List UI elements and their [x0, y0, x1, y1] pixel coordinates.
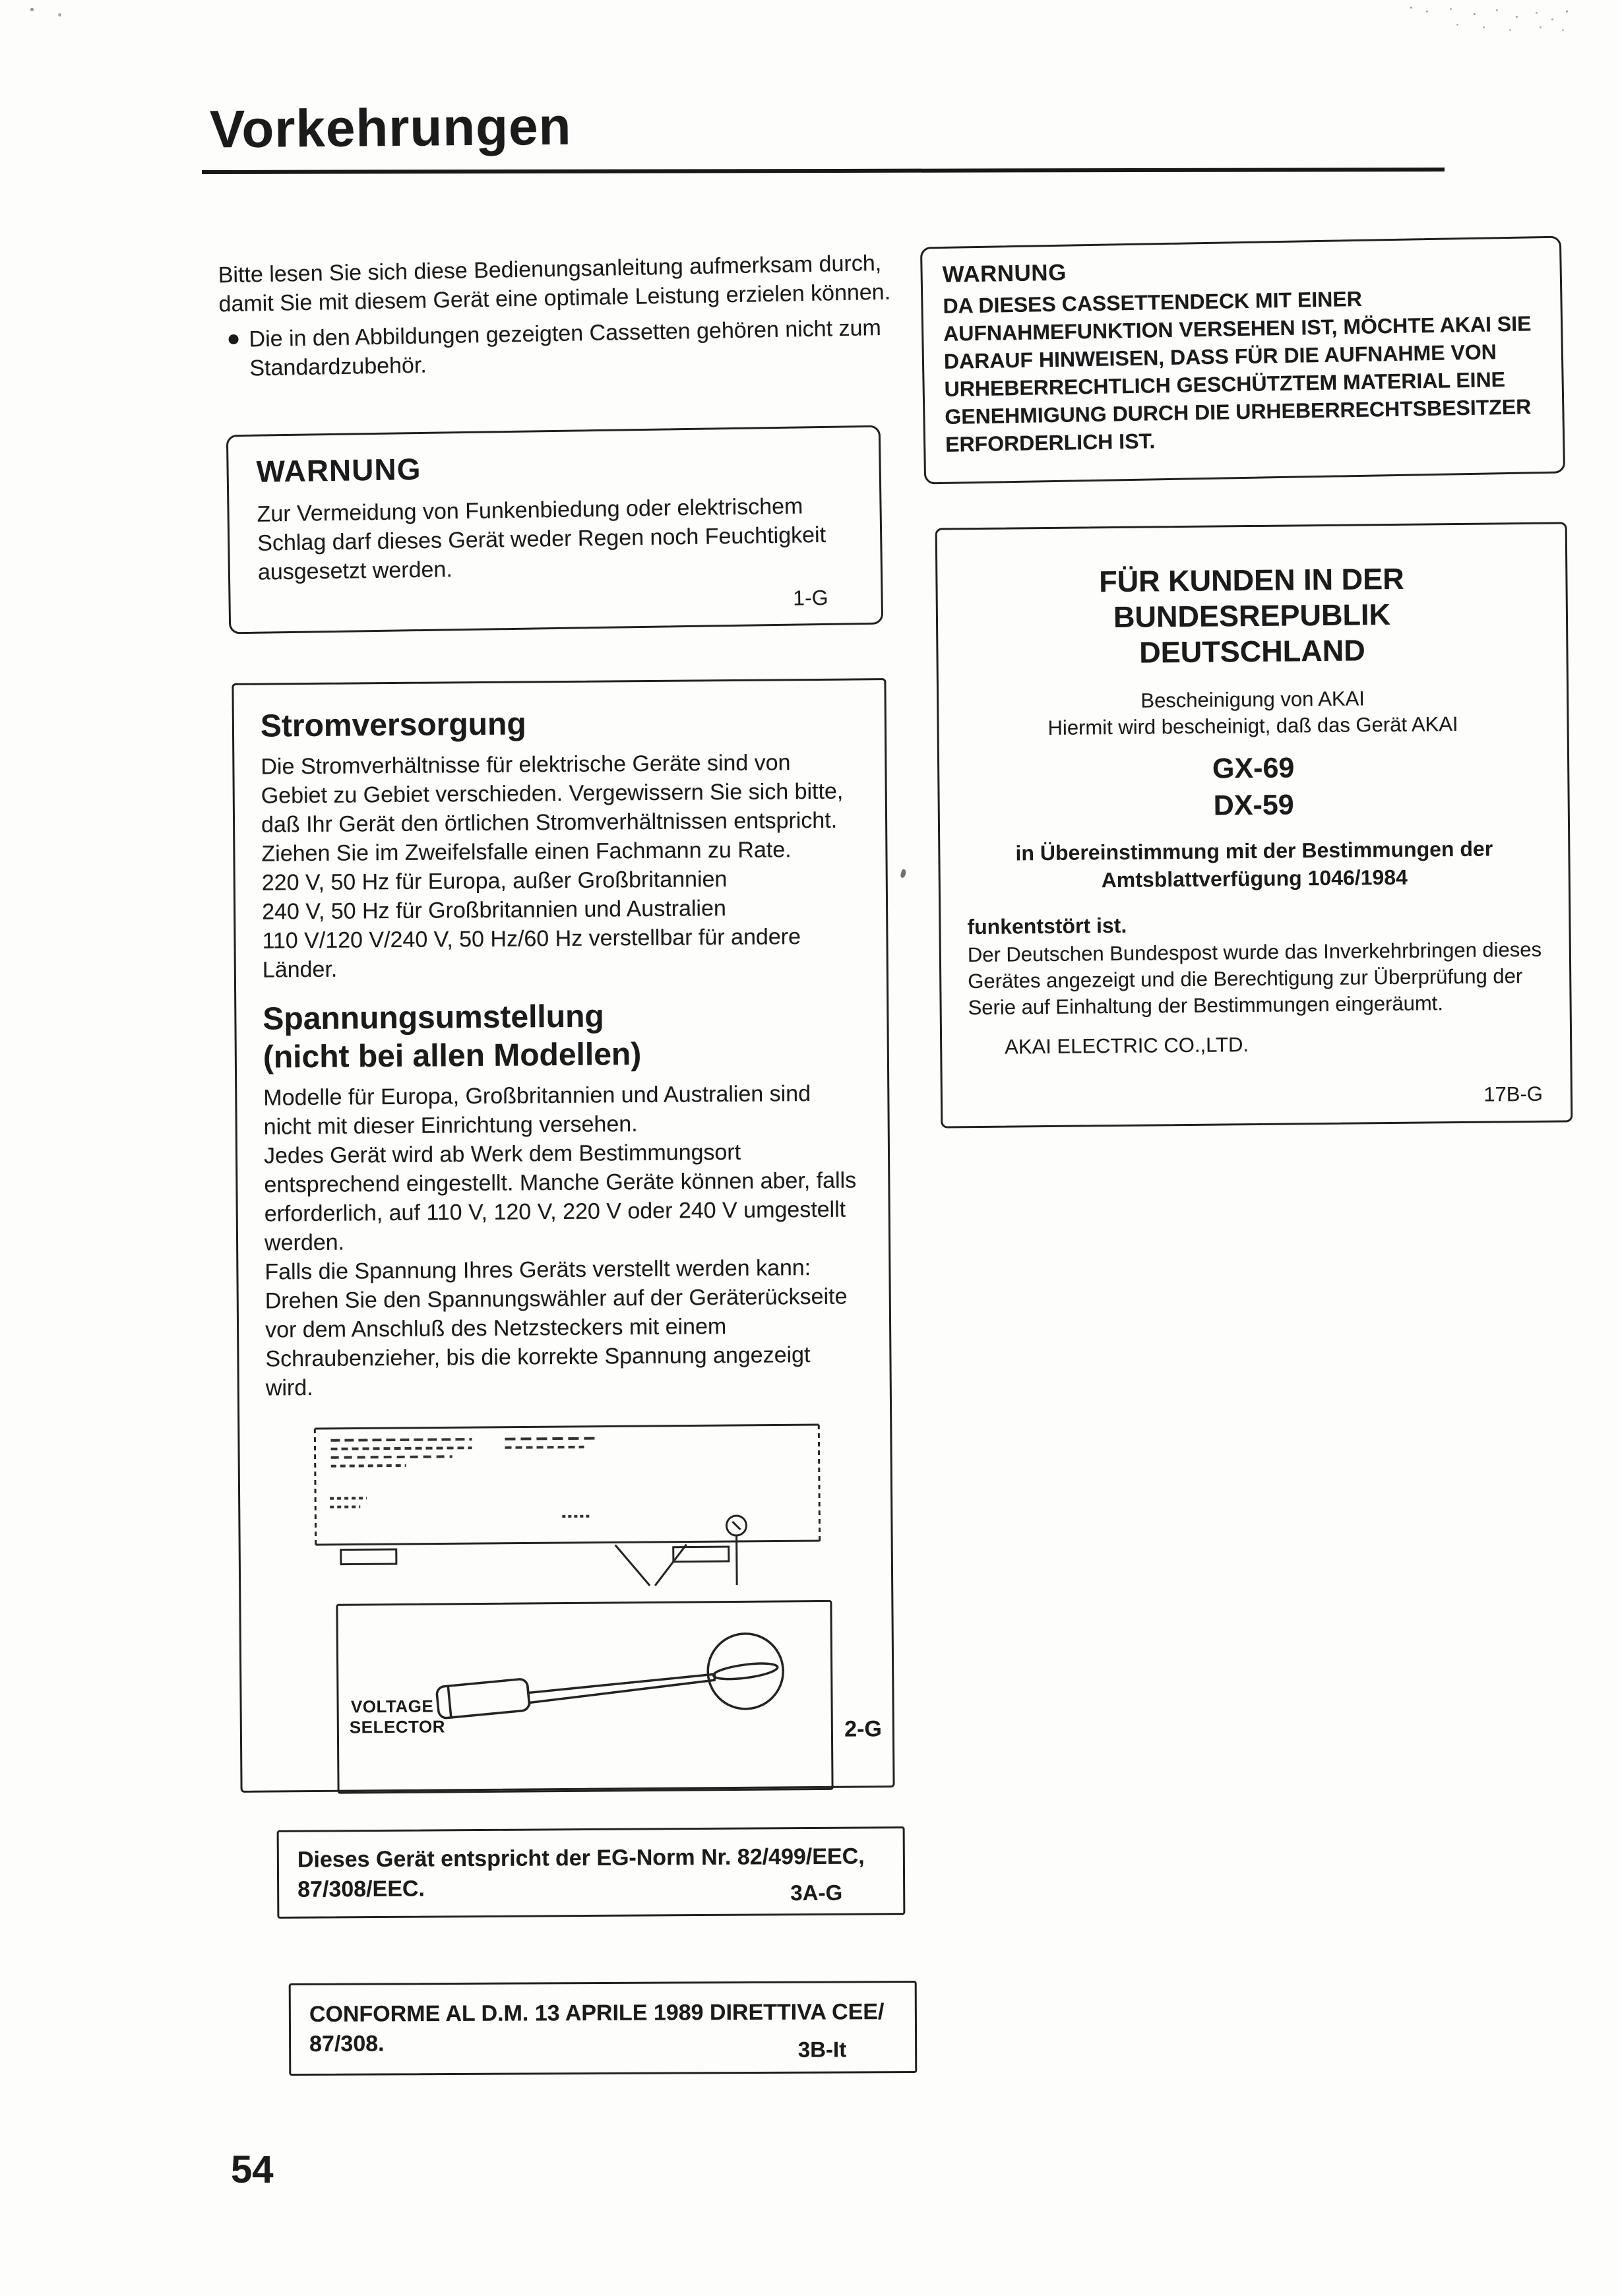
intro-bullet-item [219, 313, 892, 384]
conforme-box [289, 1981, 918, 2076]
voltage-line-3: 110 V/120 V/240 V, 50 Hz/60 Hz verstellbar für andere Länder. [262, 924, 801, 983]
voltage-change-heading: Spannungsumstellung (nicht bei allen Modellen) [263, 999, 642, 1075]
intro-paragraph: Bitte lesen Sie sich diese Bedienungsanleitung aufmerksam durch, damit Sie mit diesem Gerät eine optimale Leistung erzielen können. [218, 250, 891, 317]
panel-label-hatching [329, 1439, 598, 1518]
intro-bullet-text: Die in den Abbildungen gezeigten Cassetten gehören nicht zum Standardzubehör. [249, 315, 882, 381]
power-body-1: Die Stromverhältnisse für elektrische Geräte sind von Gebiet zu Gebiet verschieden. Vergewissern Sie sich bitte, daß Ihr Gerät den örtlichen Stromverhältnissen entspricht. Ziehen Sie im Zweifelsfalle einen Fachmann zu Rate. [261, 750, 844, 867]
voltage-selector-box [336, 1600, 833, 1794]
copyright-warning-box [920, 236, 1565, 485]
screwdriver-handle [436, 1679, 530, 1719]
warning-body: Zur Vermeidung von Funkenbiedung oder elektrischem Schlag darf dieses Gerät weder Regen noch Feuchtigkeit ausgesetzt werden. [257, 493, 826, 585]
customers-germany-box [935, 522, 1573, 1128]
company-name: AKAI ELECTRIC CO.,LTD. [1005, 1033, 1249, 1059]
model-dx59: DX-59 [1213, 789, 1294, 822]
eg-norm-text: Dieses Gerät entspricht der EG-Norm Nr. 82/499/EEC, 87/308/EEC. [297, 1844, 865, 1902]
copyright-warning-body: DA DIESES CASSETTENDECK MIT EINER AUFNAHMEFUNKTION VERSEHEN IST, MÖCHTE AKAI SIE DARAUF HINWEISEN, DASS FÜR DIE AUFNAHME VON URHEBERRECHTLICH GESCHÜTZTEM MATERIAL EINE GENEHMIGUNG DURCH DIE URHEBERRECHTSBESITZER ERFORDERLICH IST. [943, 286, 1532, 456]
customers-heading: FÜR KUNDEN IN DER BUNDESREPUBLIK DEUTSCHLAND [1098, 561, 1404, 669]
scan-speck-top-right [1410, 7, 1412, 9]
rear-panel-figure [305, 1413, 865, 1591]
conforme-text: CONFORME AL D.M. 13 APRILE 1989 DIRETTIVA CEE/ 87/308. [309, 1999, 885, 2057]
voltage-change-body-3: Falls die Spannung Ihres Geräts verstellt werden kann: Drehen Sie den Spannungswähler auf der Geräterückseite vor dem Anschluß des Netzsteckers mit einem Schraubenzieher, bis die korrekte Spannung angezeigt wird. [265, 1255, 848, 1401]
power-heading: Stromversorgung [260, 706, 526, 744]
model-gx69: GX-69 [1212, 752, 1295, 785]
voltage-selector-label: VOLTAGE SELECTOR [349, 1696, 446, 1737]
device-feet [341, 1547, 729, 1565]
conforme-code: 3B-It [797, 2037, 847, 2062]
certification-line-2: Hiermit wird bescheinigt, daß das Gerät AKAI [1047, 712, 1458, 739]
customers-code: 17B-G [1483, 1082, 1543, 1106]
copyright-warning-title: WARNUNG [942, 259, 1067, 288]
bullet-icon [228, 334, 238, 344]
warning-code: 1-G [792, 585, 828, 610]
warning-title: WARNUNG [256, 451, 421, 489]
figure-leader-lines [615, 1545, 687, 1586]
device-rear-illustration [305, 1414, 828, 1591]
conformity-text: in Übereinstimmung mit der Bestimmungen der Amtsblattverfügung 1046/1984 [1015, 836, 1493, 892]
power-section-box [232, 678, 894, 1793]
figure-code: 2-G [844, 1716, 883, 1742]
bundespost-text: Der Deutschen Bundespost wurde das Inverkehrbringen dieses Gerätes angezeigt und die Berechtigung zur Überprüfung der Serie auf Einhaltung der Bestimmungen eingeräumt. [967, 937, 1542, 1020]
voltage-change-body-2: Jedes Gerät wird ab Werk dem Bestimmungsort entsprechend eingestellt. Manche Geräte können aber, falls erforderlich, auf 110 V, 120 V, 220 V oder 240 V umgestellt werden. [263, 1139, 857, 1256]
voltage-line-1: 220 V, 50 Hz für Europa, außer Großbritannien [261, 867, 728, 896]
eg-norm-box [277, 1826, 906, 1919]
eg-norm-code: 3A-G [790, 1880, 843, 1906]
scan-speck-top-left [30, 8, 34, 11]
title-rule [202, 168, 1445, 174]
certification-line-1: Bescheinigung von AKAI [1140, 687, 1365, 712]
voltage-change-body-1: Modelle für Europa, Großbritannien und Australien sind nicht mit dieser Einrichtung versehen. [263, 1081, 811, 1140]
page-title: Vorkehrungen [209, 96, 572, 159]
intro-section [218, 249, 892, 384]
page-number: 54 [231, 2148, 274, 2191]
warning-box [226, 425, 883, 635]
radio-suppression-text: funkentstört ist. [967, 913, 1127, 939]
voltage-line-2: 240 V, 50 Hz für Großbritannien und Australien [261, 896, 726, 925]
screwdriver-illustration [399, 1613, 823, 1781]
scan-speck-mid [900, 869, 907, 878]
